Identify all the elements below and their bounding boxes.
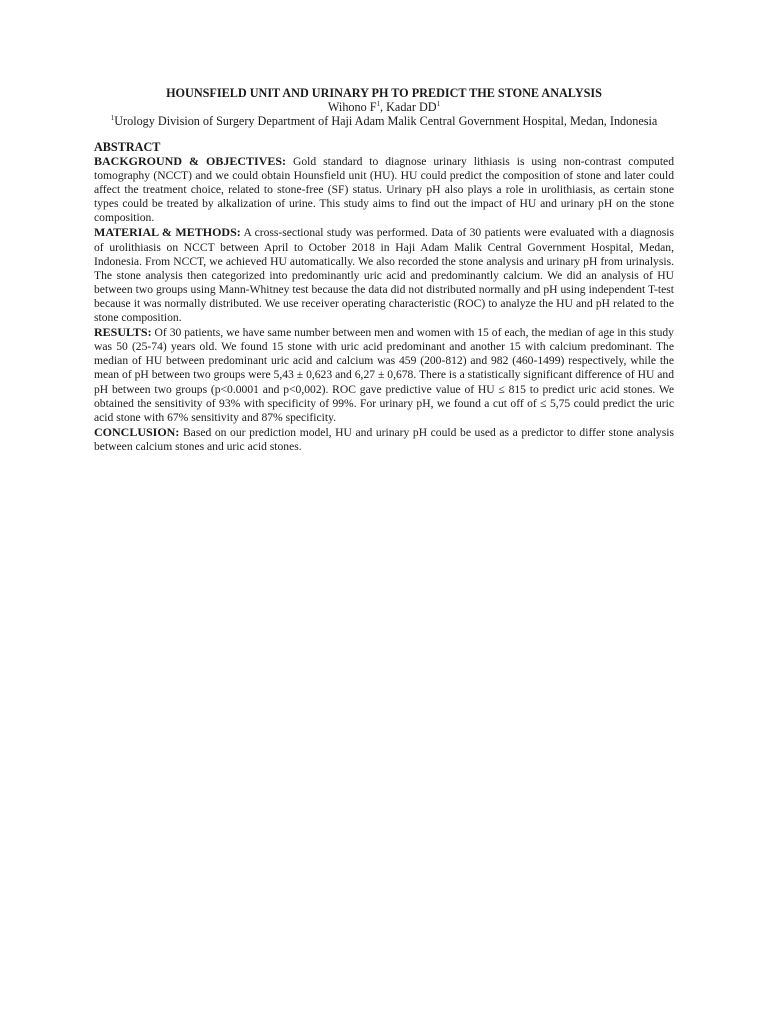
affiliation-marker: 1 — [110, 114, 115, 122]
section-label: BACKGROUND & OBJECTIVES: — [94, 154, 287, 168]
methods-section — [94, 225, 674, 325]
section-text: A cross-sectional study was performed. Data of 30 patients were evaluated with a diagnosis of urolithiasis on NCCT between April to October 2018 in Haji Adam Malik Central Government Hospital, Medan, Indonesia. From NCCT, we achieved HU automatically. We also recorded the stone analysis and urinary pH from urinalysis. The stone analysis then categorized into predominantly uric acid and predominantly calcium. We did an analysis of HU between two groups using Mann-Whitney test because the data did not distributed normally and pH using independent T-test because it was normally distributed. We use receiver operating characteristic (ROC) to analyze the HU and pH related to the stone composition. — [94, 226, 674, 325]
conclusion-section — [94, 425, 674, 454]
section-label: MATERIAL & METHODS: — [94, 225, 241, 240]
background-section — [94, 154, 674, 225]
paper-title: HOUNSFIELD UNIT AND URINARY PH TO PREDICT THE STONE ANALYSIS — [166, 86, 602, 100]
section-text: Gold standard to diagnose urinary lithiasis is using non-contrast computed tomography (NCCT) and we could obtain Hounsfield unit (HU). HU could predict the composition of stone and later could affect the treatment choice, related to stone-free (SF) status. Urinary pH also plays a role in urolithiasis, as certain stone types could be treated by alkalization of urine. This study aims to find out the impact of HU and urinary pH on the stone composition. — [94, 155, 674, 225]
section-label: CONCLUSION: — [94, 424, 180, 439]
document-page — [94, 86, 674, 454]
abstract-heading: ABSTRACT — [94, 140, 161, 154]
section-label: RESULTS: — [94, 325, 152, 340]
affiliation-line — [94, 114, 674, 128]
author-affiliation-marker: 1 — [436, 100, 441, 108]
results-section — [94, 325, 674, 425]
author-separator: , — [380, 100, 387, 114]
author-affiliation-marker: 1 — [376, 100, 381, 108]
affiliation-text: Urology Division of Surgery Department of Haji Adam Malik Central Government Hospital, Medan, Indonesia — [114, 114, 658, 128]
section-text: Based on our prediction model, HU and urinary pH could be used as a predictor to differ stone analysis between calcium stones and uric acid stones. — [94, 425, 674, 453]
author-name: Kadar DD — [386, 100, 437, 114]
author-name: Wihono F — [327, 100, 377, 114]
author-line — [94, 100, 674, 114]
section-text: Of 30 patients, we have same number between men and women with 15 of each, the median of age in this study was 50 (25-74) years old. We found 15 stone with uric acid predominant and another 15 with calcium predominant. The median of HU between predominant uric acid and calcium was 459 (200-812) and 982 (460-1499) respectively, while the mean of pH between two groups were 5,43 ± 0,623 and 6,27 ± 0,678. There is a statistically significant difference of HU and pH between two groups (p<0.0001 and p<0,002). ROC gave predictive value of HU ≤ 815 to predict uric acid stones. We obtained the sensitivity of 93% with specificity of 99%. For urinary pH, we found a cut off of ≤ 5,75 could predict the uric acid stone with 67% sensitivity and 87% specificity. — [94, 326, 674, 424]
